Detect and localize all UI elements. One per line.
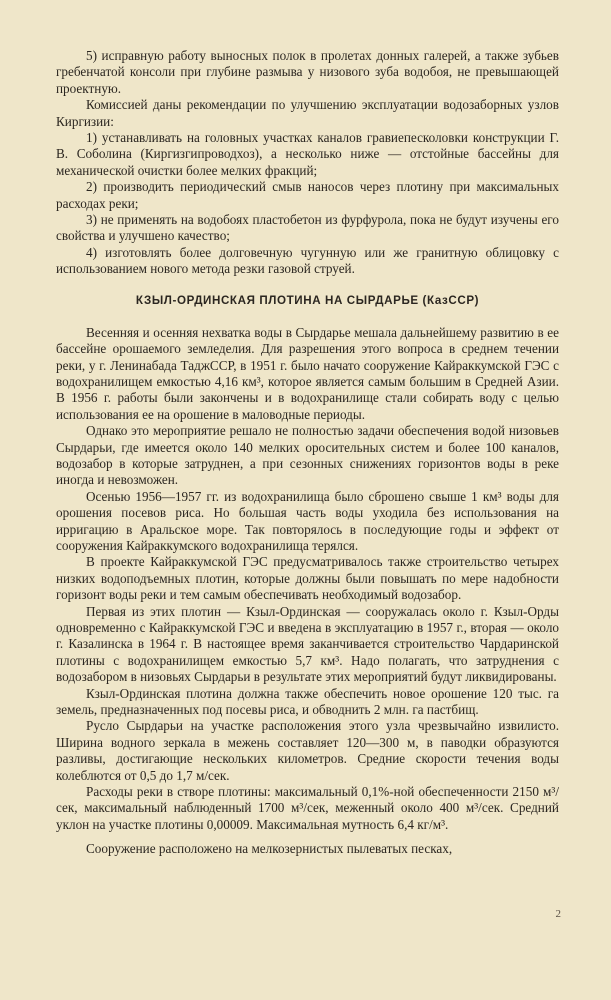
- paragraph-water-shortage: Весенняя и осенняя нехватка воды в Сырдарье мешала дальнейшему развитию в ее бассейне орошаемого земледелия. Для разрешения этого вопроса в среднем течении реки, у г. Ленинабада ТаджССР, в 1951 г. было начато сооружение Кайраккумской ГЭС с водохранилищем емкостью 4,16 км³, которое является самым большим в Средней Азии. В 1956 г. работы были закончены и в водохранилище стали собирать воду с целью использования ее на орошение в маловодные периоды.: [56, 324, 559, 422]
- paragraph-project-dams: В проекте Кайраккумской ГЭС предусматривалось также строительство четырех низких водоподъемных плотин, которые должны были повышать по мере надобности горизонт воды реки и тем самым обеспечивать необходимый водозабор.: [56, 554, 559, 603]
- paragraph-lower-reaches: Однако это мероприятие решало не полностью задачи обеспечения водой низовьев Сырдарьи, где имеется около 140 мелких оросительных систем и более 100 каналов, водозабор в которые затруднен, а при сезонных снижениях горизонтов воды в реке иногда и невозможен.: [56, 423, 559, 488]
- paragraph-item-5: 5) исправную работу выносных полок в пролетах донных галерей, а также зубьев гребенчатой консоли при глубине размыва у низового зуба водобоя, не превышающей проектную.: [56, 48, 559, 96]
- paragraph-autumn-release: Осенью 1956—1957 гг. из водохранилища было сброшено свыше 1 км³ воды для орошения посевов риса. Но большая часть воды уходила без использования на ирригацию в Аральское море. Так повторялось в последующие годы и эффект от сооружения Кайраккумского водохранилища терялся.: [56, 488, 559, 553]
- section-title: КЗЫЛ-ОРДИНСКАЯ ПЛОТИНА НА СЫРДАРЬЕ (КазССР): [135, 293, 480, 307]
- paragraph-commission: Комиссией даны рекомендации по улучшению эксплуатации водозаборных узлов Киргизии:: [56, 97, 559, 129]
- page-mark: 2: [555, 908, 561, 920]
- paragraph-discharges: Расходы реки в створе плотины: максимальный 0,1%-ной обеспеченности 2150 м³/сек, максимальный наблюденный 1700 м³/сек, меженный около 400 м³/сек. Средний уклон на участке плотины 0,00009. Максимальная мутность 6,4 кг/м³.: [56, 784, 559, 832]
- paragraph-structure: Сооружение расположено на мелкозернистых пылеватых песках,: [86, 841, 453, 857]
- recommendation-2: 2) производить периодический смыв наносов через плотину при максимальных расходах реки;: [56, 179, 559, 211]
- recommendation-4: 4) изготовлять более долговечную чугунную или же гранитную облицовку с использованием нового метода резки газовой струей.: [56, 244, 559, 277]
- recommendation-1: 1) устанавливать на головных участках каналов гравиепесколовки конструкции Г. В. Соболина (Киргизгипроводхоз), а несколько ниже — отстойные бассейны для механической очистки более мелких фракций;: [56, 130, 559, 178]
- paragraph-irrigation: Кзыл-Ординская плотина должна также обеспечить новое орошение 120 тыс. га земель, предназначенных под посевы риса, и обводнить 2 млн. га пастбищ.: [56, 685, 559, 718]
- paragraph-first-dam: Первая из этих плотин — Кзыл-Ординская — сооружалась около г. Кзыл-Орды одновременно с Кайраккумской ГЭС и введена в эксплуатацию в 1957 г., вторая — около г. Казалинска в 1964 г. В настоящее время заканчивается строительство Чардаринской плотины с водохранилищем емкостью 5,7 км³. Надо полагать, что затруднения с водозабором в низовьях Сырдарьи в результате этих мероприятий будут ликвидированы.: [56, 603, 559, 685]
- paragraph-river-channel: Русло Сырдарьи на участке расположения этого узла чрезвычайно извилисто. Ширина водного зеркала в межень составляет 120—300 м, в паводки образуются разливы, достигающие нескольких километров. Средние скорости течения воды колеблются от 0,5 до 1,7 м/сек.: [56, 718, 559, 783]
- recommendation-3: 3) не применять на водобоях пластобетон из фурфурола, пока не будут изучены его свойства и улучшено качество;: [56, 212, 559, 244]
